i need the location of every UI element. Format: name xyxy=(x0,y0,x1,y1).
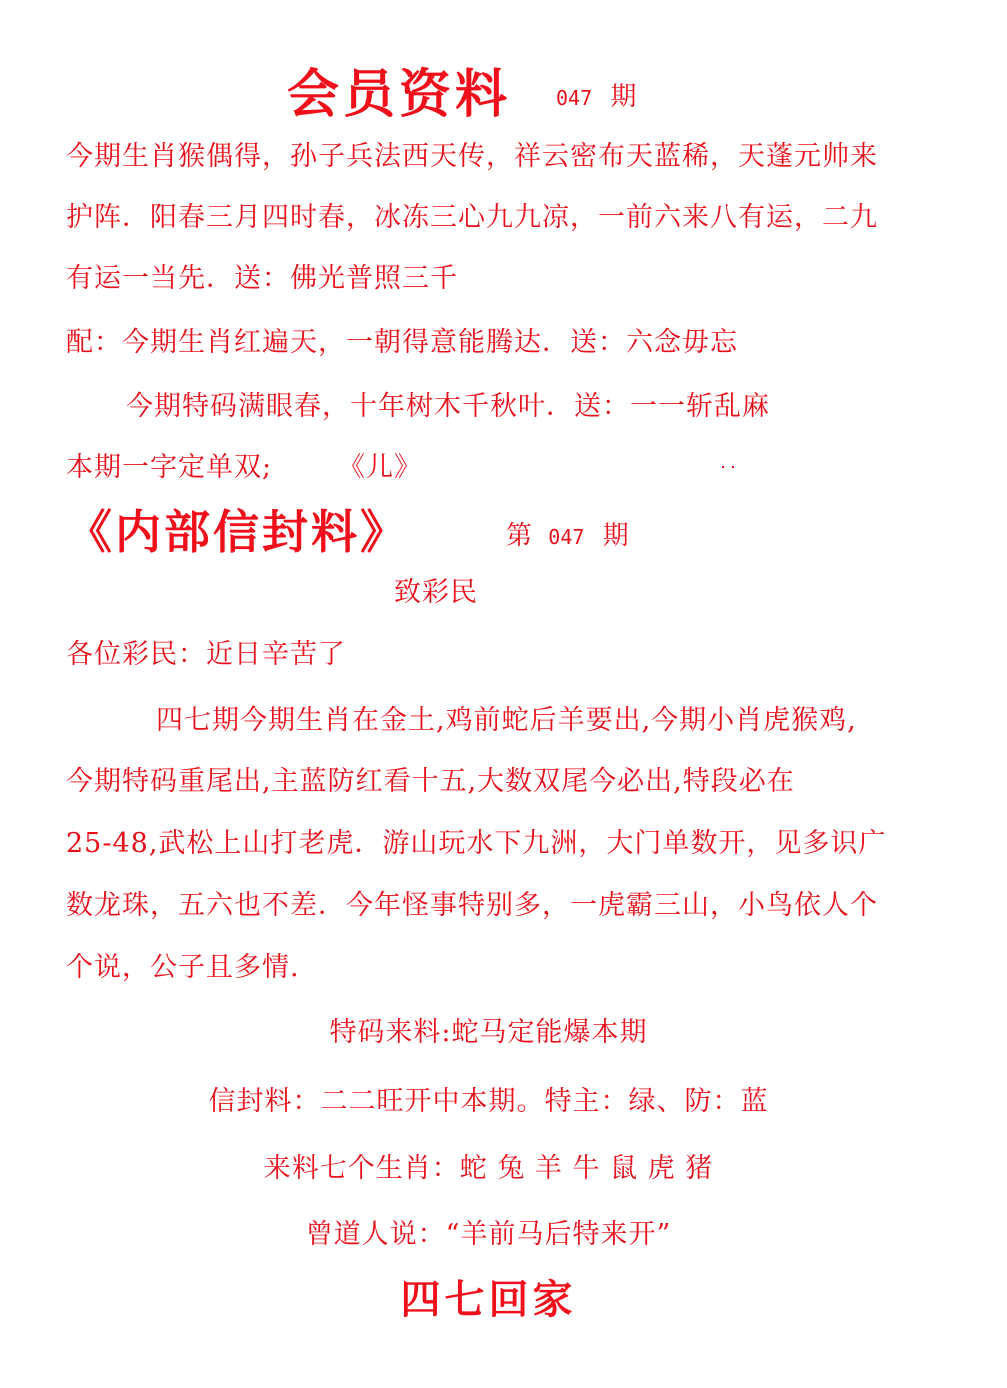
member-line-4: 配：今期生肖红遍天，一朝得意能腾达．送：六念毋忘 xyxy=(66,327,738,358)
closing-title: 四七回家 xyxy=(400,1276,577,1323)
envelope-subtitle: 致彩民 xyxy=(394,577,478,608)
envelope-paragraph-line-1: 四七期今期生肖在金土,鸡前蛇后羊要出,今期小肖虎猴鸡, xyxy=(156,705,857,736)
envelope-paragraph-line-3: 25-48,武松上山打老虎．游山玩水下九洲，大门单数开，见多识广 xyxy=(66,828,887,859)
member-issue xyxy=(556,76,636,113)
member-line-2: 护阵．阳春三月四时春，冰冻三心九九凉，一前六来八有运，二九 xyxy=(66,202,878,233)
member-title: 会员资料 xyxy=(287,64,512,125)
envelope-issue-number: 047 xyxy=(548,525,585,549)
envelope-greeting: 各位彩民：近日辛苦了 xyxy=(66,639,346,670)
tip-quote: 曾道人说：“羊前马后特来开” xyxy=(305,1219,672,1250)
tip-special-code: 特码来料:蛇马定能爆本期 xyxy=(329,1017,648,1048)
member-line-1: 今期生肖猴偶得，孙子兵法西天传，祥云密布天蓝稀，天蓬元帅来 xyxy=(66,141,878,172)
envelope-title: 《内部信封料》 xyxy=(66,505,409,559)
ink-speck xyxy=(732,466,734,468)
envelope-paragraph-line-4: 数龙珠，五六也不差．今年怪事特别多，一虎霸三山，小鸟依人个 xyxy=(66,890,878,921)
envelope-issue-prefix: 第 xyxy=(506,521,533,551)
member-line-3: 有运一当先．送：佛光普照三千 xyxy=(66,263,458,294)
envelope-paragraph-line-5: 个说，公子且多情. xyxy=(66,952,300,983)
envelope-issue-suffix: 期 xyxy=(602,521,629,551)
member-issue-number: 047 xyxy=(556,86,593,110)
single-double-value: 《儿》 xyxy=(338,452,422,483)
member-line-5: 今期特码满眼春，十年树木千秋叶．送：一一斩乱麻 xyxy=(126,391,770,422)
ink-speck xyxy=(722,466,724,468)
member-issue-suffix: 期 xyxy=(610,82,637,112)
tip-seven-zodiacs: 来料七个生肖：蛇 兔 羊 牛 鼠 虎 猪 xyxy=(263,1153,714,1184)
envelope-paragraph-line-2: 今期特码重尾出,主蓝防红看十五,大数双尾今必出,特段必在 xyxy=(66,766,795,797)
tip-envelope: 信封料：二二旺开中本期。特主：绿、防：蓝 xyxy=(208,1086,769,1117)
single-double-label: 本期一字定单双; xyxy=(66,452,273,483)
envelope-issue xyxy=(506,515,629,552)
